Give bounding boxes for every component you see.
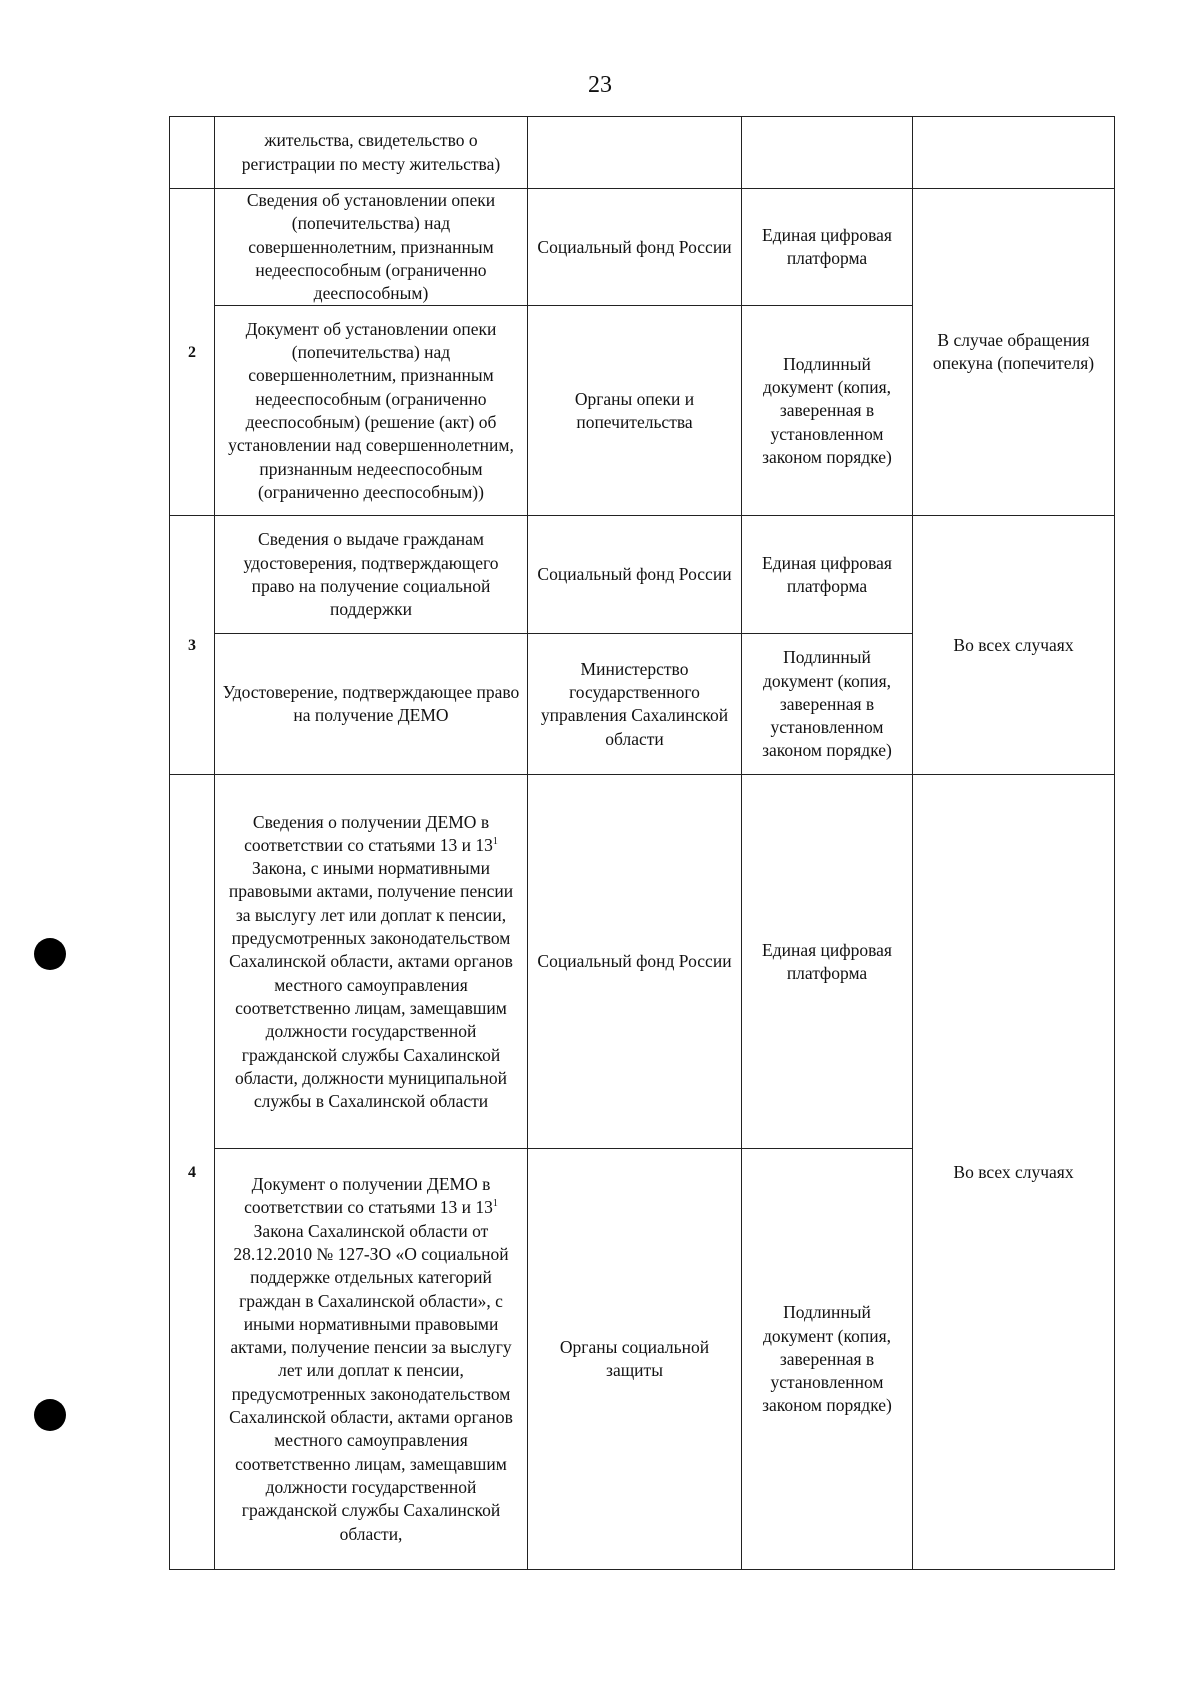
condition-cell	[913, 117, 1115, 189]
documents-table	[169, 116, 1115, 1570]
document-text-part: Закона, с иными нормативными правовыми актами, получение пенсии за выслугу лет или доплат к пенсии, предусмотренных законодательством Сахалинской области, актами органов местного самоуправления соответственно лицам, замещавшим должности государственной гражданской службы Сахалинской области, должности муниципальной службы в Сахалинской области	[228, 858, 514, 1112]
document-cell: Сведения об установлении опеки (попечительства) над совершеннолетним, признанным недееспособным (ограниченно дееспособным)	[215, 189, 528, 306]
document-cell: Удостоверение, подтверждающее право на получение ДЕМО	[215, 634, 528, 775]
source-cell	[528, 117, 742, 189]
source-cell: Органы опеки и попечительства	[528, 306, 742, 516]
condition-cell: В случае обращения опекуна (попечителя)	[913, 189, 1115, 516]
form-cell: Единая цифровая платформа	[742, 189, 913, 306]
document-text-part: Документ о получении ДЕМО в соответствии со статьями 13 и 13	[244, 1174, 493, 1218]
row-number-cell: 2	[170, 189, 215, 516]
source-cell: Социальный фонд России	[528, 775, 742, 1149]
table-row	[170, 516, 1115, 634]
form-cell	[742, 117, 913, 189]
document-cell: Документ об установлении опеки (попечительства) над совершеннолетним, признанным недееспособным (ограниченно дееспособным) (решение (акт) об установлении над совершеннолетним, признанным недееспособным (ограниченно дееспособным))	[215, 306, 528, 516]
row-number-cell: 3	[170, 516, 215, 775]
punch-hole-bottom	[34, 1399, 66, 1431]
source-cell: Органы социальной защиты	[528, 1149, 742, 1570]
form-cell: Подлинный документ (копия, заверенная в установленном законом порядке)	[742, 634, 913, 775]
document-cell: Сведения о выдаче гражданам удостоверения, подтверждающего право на получение социальной поддержки	[215, 516, 528, 634]
document-cell: жительства, свидетельство о регистрации по месту жительства)	[215, 117, 528, 189]
table-row	[170, 117, 1115, 189]
table-row	[170, 189, 1115, 306]
document-text-part: Закона Сахалинской области от 28.12.2010 № 127-ЗО «О социальной поддержке отдельных категорий граждан в Сахалинской области», с иными нормативными правовыми актами, получение пенсии за выслугу лет или доплат к пенсии, предусмотренных законодательством Сахалинской области, актами органов местного самоуправления соответственно лицам, замещавшим должности государственной гражданской службы Сахалинской области,	[229, 1220, 513, 1544]
condition-cell: Во всех случаях	[913, 775, 1115, 1570]
document-cell	[215, 775, 528, 1149]
page-number: 23	[588, 72, 612, 98]
condition-cell: Во всех случаях	[913, 516, 1115, 775]
table-row	[170, 775, 1115, 1149]
source-cell: Министерство государственного управления Сахалинской области	[528, 634, 742, 775]
form-cell: Подлинный документ (копия, заверенная в установленном законом порядке)	[742, 306, 913, 516]
superscript-index: 1	[492, 1198, 498, 1210]
document-text-part: Сведения о получении ДЕМО в соответствии со статьями 13 и 13	[244, 811, 493, 855]
punch-hole-top	[34, 938, 66, 970]
superscript-index: 1	[492, 836, 498, 848]
form-cell: Единая цифровая платформа	[742, 775, 913, 1149]
source-cell: Социальный фонд России	[528, 516, 742, 634]
document-cell	[215, 1149, 528, 1570]
row-number-cell	[170, 117, 215, 189]
form-cell: Подлинный документ (копия, заверенная в установленном законом порядке)	[742, 1149, 913, 1570]
source-cell: Социальный фонд России	[528, 189, 742, 306]
row-number-cell: 4	[170, 775, 215, 1570]
form-cell: Единая цифровая платформа	[742, 516, 913, 634]
